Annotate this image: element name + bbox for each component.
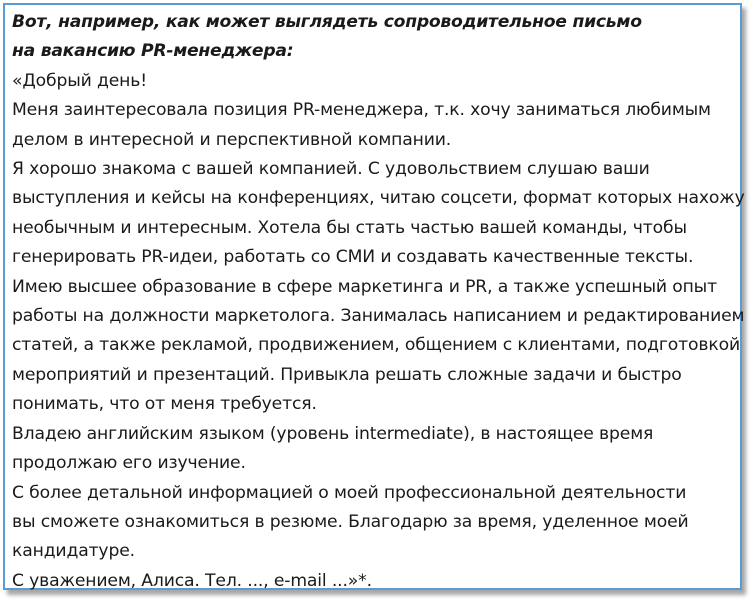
letter-signature: С уважением, Алиса. Тел. ..., e-mail ...»*. (12, 570, 372, 591)
letter-line: необычным и интересным. Хотела бы стать частью вашей команды, чтобы (12, 217, 687, 238)
letter-line: Я хорошо знакома с вашей компанией. С удовольствием слушаю ваши (12, 159, 650, 180)
letter-line: «Добрый день! (12, 70, 147, 91)
letter-line: вы сможете ознакомиться в резюме. Благодарю за время, уделенное моей (12, 511, 689, 532)
letter-line: продолжаю его изучение. (12, 453, 246, 474)
letter-line: понимать, что от меня требуется. (12, 394, 317, 415)
letter-line: Меня заинтересовала позиция PR-менеджера, т.к. хочу заниматься любимым (12, 100, 711, 121)
letter-line: генерировать PR-идеи, работать со СМИ и создавать качественные тексты. (12, 247, 694, 268)
letter-line: делом в интересной и перспективной компании. (12, 129, 452, 150)
letter-line: работы на должности маркетолога. Занималась написанием и редактированием (12, 306, 745, 327)
letter-line: статей, а также рекламой, продвижением, общением с клиентами, подготовкой (12, 335, 740, 356)
letter-line: Владею английским языком (уровень intermediate), в настоящее время (12, 423, 654, 444)
document-content (12, 8, 745, 596)
letter-line: выступления и кейсы на конференциях, читаю соцсети, формат которых нахожу (12, 188, 745, 209)
letter-line: кандидатуре. (12, 541, 135, 562)
letter-line: Имею высшее образование в сфере маркетинга и PR, а также успешный опыт (12, 276, 717, 297)
letter-line: мероприятий и презентаций. Привыкла решать сложные задачи и быстро (12, 364, 682, 385)
heading-line-2: на вакансию PR-менеджера: (12, 41, 294, 62)
heading-line-1: Вот, например, как может выглядеть сопроводительное письмо (12, 12, 642, 32)
letter-line: С более детальной информацией о моей профессиональной деятельности (12, 482, 687, 503)
